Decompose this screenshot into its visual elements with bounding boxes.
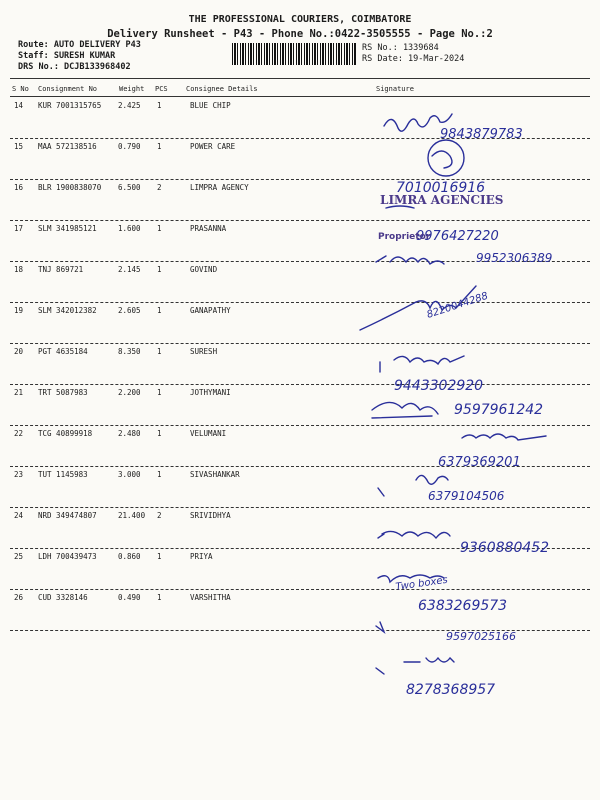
row-weight: 2.425 bbox=[118, 101, 141, 110]
row-consignment: KUR 7001315765 bbox=[38, 101, 102, 110]
rs-number: RS No.: 1339684 bbox=[362, 43, 439, 53]
row-consignment: SLM 341985121 bbox=[38, 224, 97, 233]
row-weight: 8.350 bbox=[118, 347, 141, 356]
row-consignment: TNJ 869721 bbox=[38, 265, 84, 274]
row-sno: 14 bbox=[14, 101, 24, 110]
row-consignment: PGT 4635184 bbox=[38, 347, 88, 356]
row-weight: 2.480 bbox=[118, 429, 141, 438]
signature-mark-25 bbox=[376, 622, 384, 632]
signature-text-22: 6379369201 bbox=[438, 455, 521, 470]
row-consignee: SIVASHANKAR bbox=[190, 470, 240, 479]
row-weight: 3.000 bbox=[118, 470, 141, 479]
signature-mark-20 bbox=[372, 402, 438, 418]
row-consignee: JOTHYMANI bbox=[190, 388, 231, 397]
signature-text-24b: 6383269573 bbox=[418, 598, 508, 614]
signature-mark-26 bbox=[376, 658, 454, 674]
row-sno: 15 bbox=[14, 142, 24, 151]
row-sno: 21 bbox=[14, 388, 24, 397]
row-weight: 2.200 bbox=[118, 388, 141, 397]
signature-text-20b: 9597961242 bbox=[454, 402, 544, 418]
row-consignee: GANAPATHY bbox=[190, 306, 231, 315]
signature-mark-21 bbox=[462, 434, 546, 440]
row-consignment: CUD 3328146 bbox=[38, 593, 88, 602]
row-consignee: BLUE CHIP bbox=[190, 101, 231, 110]
signature-mark-19 bbox=[380, 356, 464, 372]
signature-text-20: 9443302920 bbox=[394, 378, 484, 394]
company-title: THE PROFESSIONAL COURIERS, COIMBATORE bbox=[188, 14, 412, 25]
signature-mark-17 bbox=[376, 256, 444, 264]
col-consignment: Consignment No bbox=[38, 85, 98, 93]
row-weight: 1.600 bbox=[118, 224, 141, 233]
row-sno: 17 bbox=[14, 224, 24, 233]
row-weight: 0.860 bbox=[118, 552, 141, 561]
row-pcs: 2 bbox=[157, 511, 162, 520]
signature-text-22b: 6379104506 bbox=[428, 489, 505, 503]
row-consignment: NRD 349474807 bbox=[38, 511, 97, 520]
col-pcs: PCS bbox=[155, 85, 168, 93]
row-consignee: LIMPRA AGENCY bbox=[190, 183, 249, 192]
col-consignee: Consignee Details bbox=[186, 85, 258, 93]
signature-text-25: 9597025166 bbox=[446, 630, 516, 643]
row-pcs: 2 bbox=[157, 183, 162, 192]
stamp-role: Proprietor bbox=[378, 232, 431, 242]
signature-mark-15 bbox=[428, 140, 464, 176]
row-sno: 23 bbox=[14, 470, 24, 479]
row-weight: 21.400 bbox=[118, 511, 146, 520]
row-consignee: POWER CARE bbox=[190, 142, 236, 151]
signature-text-23: 9360880452 bbox=[460, 540, 550, 556]
row-sno: 22 bbox=[14, 429, 24, 438]
row-consignment: MAA 572138516 bbox=[38, 142, 97, 151]
row-pcs: 1 bbox=[157, 306, 162, 315]
row-consignee: SRIVIDHYA bbox=[190, 511, 231, 520]
signature-text-18: 8220044288 bbox=[425, 290, 490, 321]
signature-mark-23 bbox=[378, 531, 450, 538]
row-consignee: PRIYA bbox=[190, 552, 213, 561]
row-consignment: BLR 1900838070 bbox=[38, 183, 102, 192]
row-consignee: GOVIND bbox=[190, 265, 218, 274]
signature-text-15: 7010016916 bbox=[396, 180, 486, 196]
row-pcs: 1 bbox=[157, 552, 162, 561]
row-weight: 6.500 bbox=[118, 183, 141, 192]
signature-text-14: 9843879783 bbox=[440, 127, 523, 142]
row-sno: 20 bbox=[14, 347, 24, 356]
signature-mark-15b bbox=[432, 151, 452, 168]
row-weight: 0.490 bbox=[118, 593, 141, 602]
col-sno: S No bbox=[12, 85, 29, 93]
row-weight: 0.790 bbox=[118, 142, 141, 151]
col-signature: Signature bbox=[376, 85, 414, 93]
row-sno: 26 bbox=[14, 593, 24, 602]
staff-label: Staff: SURESH KUMAR bbox=[18, 51, 116, 61]
drs-number: DRS No.: DCJB133968402 bbox=[18, 62, 131, 72]
runsheet-subtitle: Delivery Runsheet - P43 - Phone No.:0422-3505555 - Page No.:2 bbox=[107, 28, 493, 40]
row-pcs: 1 bbox=[157, 388, 162, 397]
row-pcs: 1 bbox=[157, 142, 162, 151]
row-sno: 18 bbox=[14, 265, 24, 274]
row-pcs: 1 bbox=[157, 224, 162, 233]
row-consignee: SURESH bbox=[190, 347, 218, 356]
row-consignment: TCG 40899918 bbox=[38, 429, 93, 438]
row-pcs: 1 bbox=[157, 265, 162, 274]
row-consignee: VARSHITHA bbox=[190, 593, 231, 602]
row-weight: 2.605 bbox=[118, 306, 141, 315]
row-weight: 2.145 bbox=[118, 265, 141, 274]
row-consignment: TUT 1145983 bbox=[38, 470, 88, 479]
row-sno: 19 bbox=[14, 306, 24, 315]
row-pcs: 1 bbox=[157, 347, 162, 356]
row-pcs: 1 bbox=[157, 101, 162, 110]
col-weight: Weight bbox=[119, 85, 145, 93]
signature-text-24: Two boxes bbox=[394, 574, 449, 593]
row-consignee: VELUMANI bbox=[190, 429, 227, 438]
company-stamp: LIMRA AGENCIES bbox=[380, 193, 504, 207]
row-consignment: SLM 342012382 bbox=[38, 306, 97, 315]
row-consignment: TRT 5087983 bbox=[38, 388, 88, 397]
row-sno: 16 bbox=[14, 183, 24, 192]
signature-text-16: 9976427220 bbox=[416, 229, 499, 244]
row-sno: 25 bbox=[14, 552, 24, 561]
row-pcs: 1 bbox=[157, 593, 162, 602]
row-pcs: 1 bbox=[157, 429, 162, 438]
row-consignment: LDH 700439473 bbox=[38, 552, 97, 561]
signature-text-26: 8278368957 bbox=[406, 682, 496, 698]
signature-text-17: 9952306389 bbox=[476, 251, 553, 265]
row-consignee: PRASANNA bbox=[190, 224, 227, 233]
row-pcs: 1 bbox=[157, 470, 162, 479]
route-label: Route: AUTO DELIVERY P43 bbox=[18, 40, 141, 50]
row-sno: 24 bbox=[14, 511, 24, 520]
rs-date: RS Date: 19-Mar-2024 bbox=[362, 54, 465, 64]
